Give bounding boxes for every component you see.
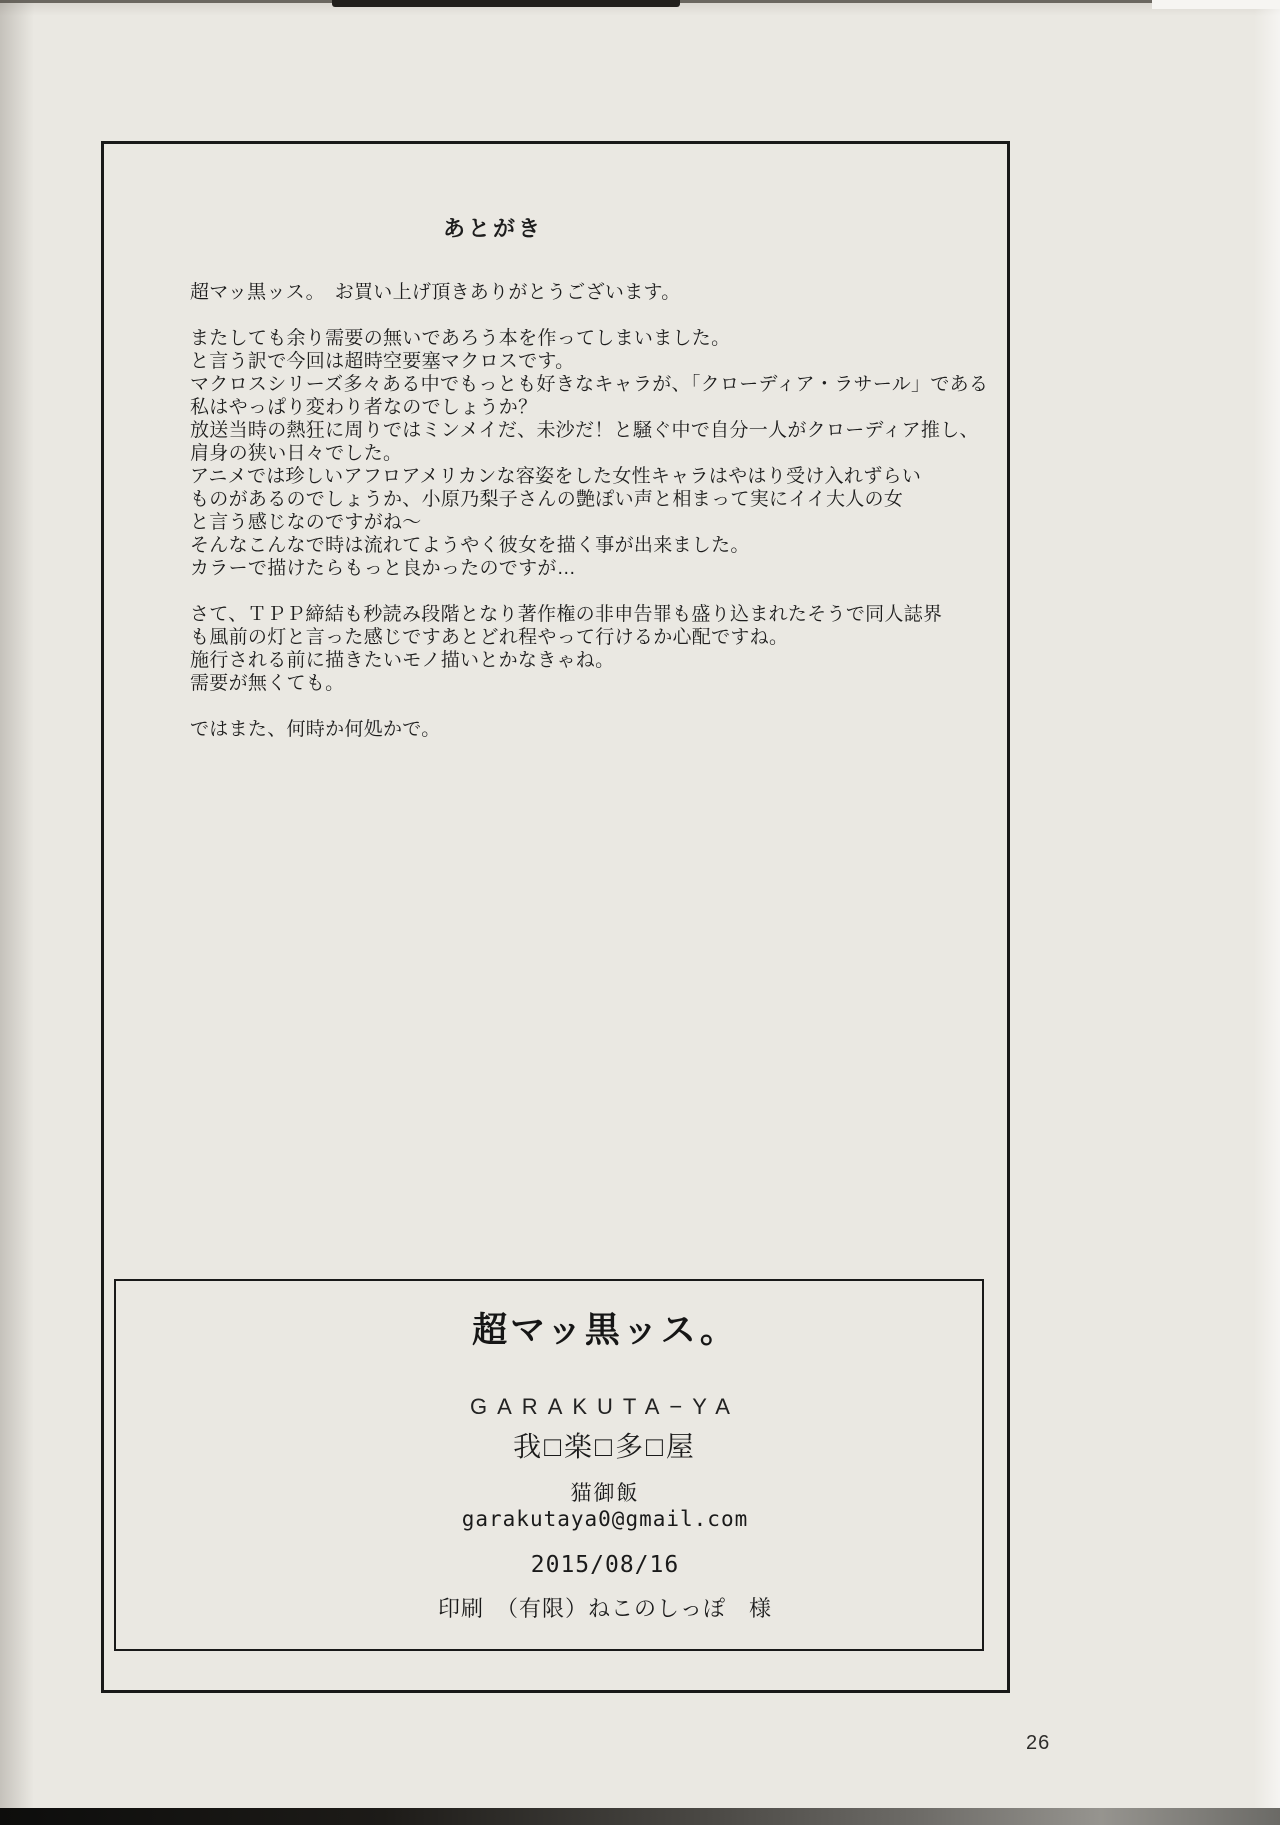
body-text-line: カラーで描けたらもっと良かったのですが… xyxy=(190,558,577,579)
afterword-body xyxy=(190,281,1000,741)
body-text-line: 超マッ黒ッス。 お買い上げ頂きありがとうございます。 xyxy=(190,282,681,303)
circle-name-kanji: 我□楽□多□屋 xyxy=(513,1431,697,1462)
body-text-line: 私はやっぱり変わり者なのでしょうか？ xyxy=(190,397,538,418)
page-number: 26 xyxy=(1026,1732,1051,1754)
body-text-line: と言う訳で今回は超時空要塞マクロスです。 xyxy=(190,351,575,372)
body-text-line: 放送当時の熱狂に周りではミンメイだ、未沙だ！と騒ぐ中で自分一人がクローディア推し、 xyxy=(190,420,979,441)
body-text-line: またしても余り需要の無いであろう本を作ってしまいました。 xyxy=(190,328,731,349)
body-text-line: そんなこんなで時は流れてようやく彼女を描く事が出来ました。 xyxy=(190,535,750,556)
scan-artifact-top-blob xyxy=(332,0,680,7)
book-title: 超マッ黒ッス。 xyxy=(472,1311,738,1350)
body-text-line: 肩身の狭い日々でした。 xyxy=(190,443,403,464)
body-text-line: さて、ＴＰＰ締結も秒読み段階となり著作権の非申告罪も盛り込まれたそうで同人誌界 xyxy=(190,604,943,625)
contact-email: garakutaya0@gmail.com xyxy=(461,1507,749,1531)
body-text-line: アニメでは珍しいアフロアメリカンな容姿をした女性キャラはやはり受け入れずらい xyxy=(190,466,922,487)
body-text-line: マクロスシリーズ多々ある中でもっとも好きなキャラが、「クローディア・ラサール」である xyxy=(190,374,989,395)
scan-artifact-top-corner xyxy=(1152,0,1280,9)
body-text-line: 施行される前に描きたいモノ描いとかなきゃね。 xyxy=(190,650,615,671)
body-text-line xyxy=(190,695,1000,718)
scan-artifact-bottom-band xyxy=(0,1808,1280,1825)
body-text-line xyxy=(190,304,1000,327)
body-text-line: 需要が無くても。 xyxy=(190,673,345,694)
printer-credit: 印刷 （有限）ねこのしっぽ 様 xyxy=(437,1596,772,1621)
body-text-line xyxy=(190,580,1000,603)
body-text-line: ではまた、何時か何処かで。 xyxy=(190,719,441,740)
circle-name-romaji: GARAKUTA−YA xyxy=(470,1394,740,1419)
colophon-box xyxy=(114,1279,984,1651)
body-text-line: と言う感じなのですがね〜 xyxy=(190,512,422,533)
publication-date: 2015/08/16 xyxy=(530,1552,680,1578)
body-text-line: ものがあるのでしょうか、小原乃梨子さんの艶ぽい声と相まって実にイイ大人の女 xyxy=(190,489,904,510)
afterword-title: あとがき xyxy=(443,216,544,241)
body-text-line: も風前の灯と言った感じですあとどれ程やって行けるか心配ですね。 xyxy=(190,627,789,648)
author-name: 猫御飯 xyxy=(570,1482,640,1505)
